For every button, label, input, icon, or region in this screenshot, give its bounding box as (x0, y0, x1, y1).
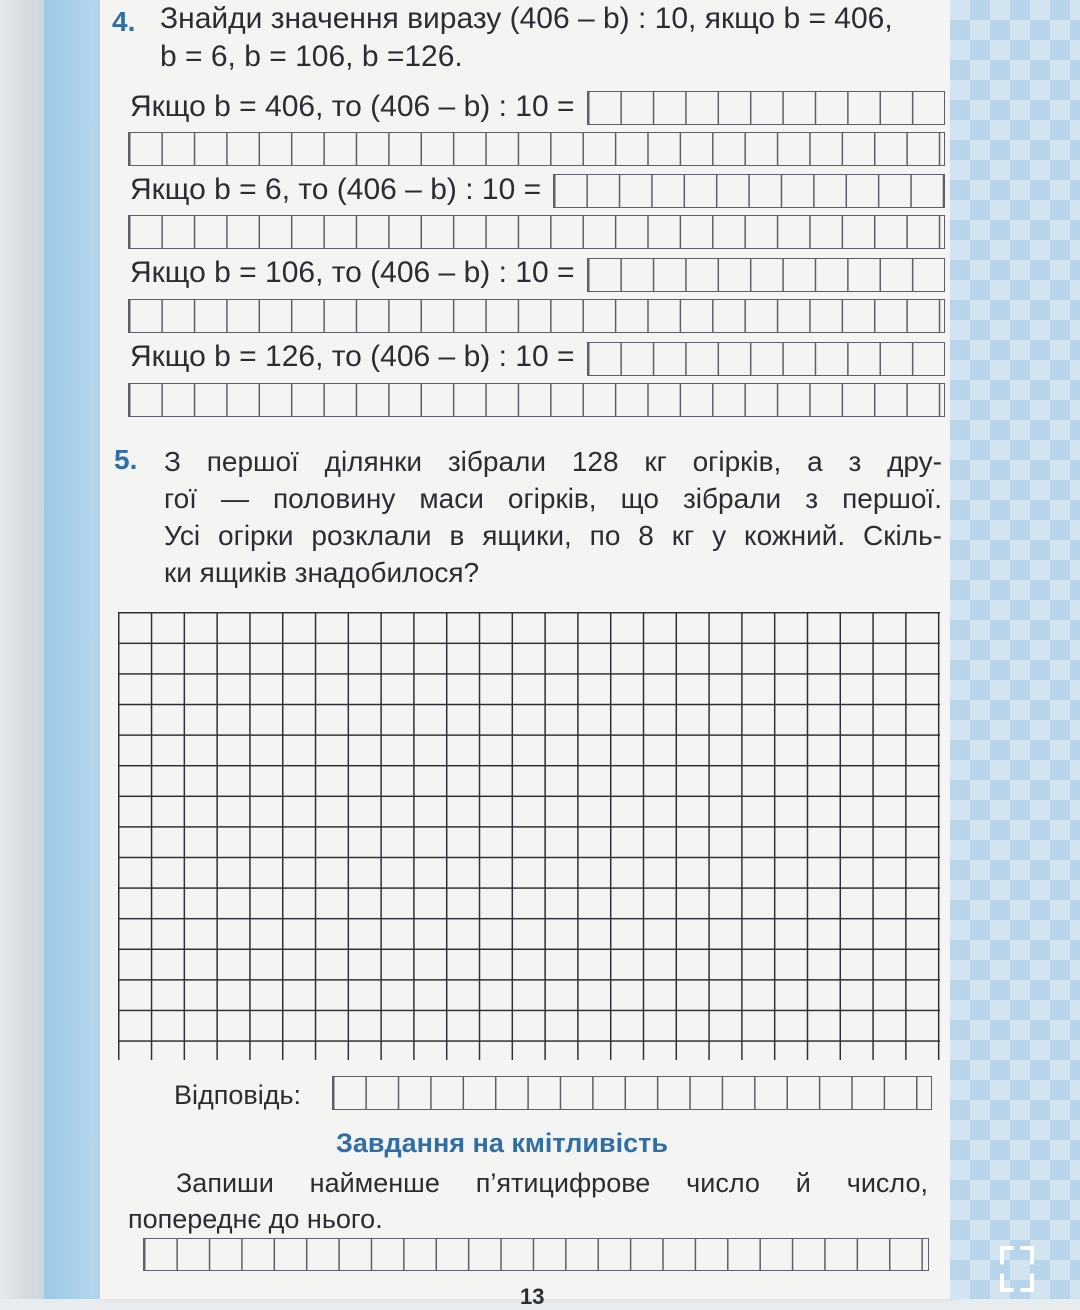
task-4-values: b = 6, b = 106, b =126. (160, 40, 463, 73)
task-5-line: ки ящиків знадобилося? (164, 557, 480, 588)
checker-decoration (950, 0, 1080, 1299)
answer-cells[interactable] (143, 1238, 929, 1271)
task-5-line: Усі огірки розклали в ящики, по 8 кг у кожний. Скіль- (164, 520, 942, 551)
task-5-line: З першої ділянки зібрали 128 кг огірків, а з дру- (164, 446, 942, 477)
squared-work-area[interactable] (118, 612, 940, 1060)
task-5-statement (164, 443, 942, 591)
answer-cells[interactable] (128, 383, 945, 417)
task-4-case-2: Якщо b = 6, то (406 – b) : 10 = (130, 173, 542, 206)
answer-cells[interactable] (128, 132, 945, 166)
task-5-line: гої — половину маси огірків, що зібрали з першої. (164, 483, 942, 514)
side-stripe (44, 0, 102, 1299)
answer-cells[interactable] (553, 174, 945, 208)
answer-cells[interactable] (332, 1076, 932, 1110)
answer-cells[interactable] (587, 258, 945, 292)
bonus-line-1: Запиши найменше п’ятицифрове число й число, (176, 1168, 928, 1198)
answer-cells[interactable] (128, 299, 945, 333)
task-4-number: 4. (112, 6, 136, 37)
task-4-case-4: Якщо b = 126, то (406 – b) : 10 = (130, 340, 575, 373)
answer-cells[interactable] (587, 91, 945, 125)
task-4-case-1: Якщо b = 406, то (406 – b) : 10 = (130, 90, 575, 123)
bonus-line-2: попереднє до нього. (128, 1204, 383, 1234)
task-4-case-3: Якщо b = 106, то (406 – b) : 10 = (130, 256, 575, 289)
task-4-statement: Знайди значення виразу (406 – b) : 10, якщо b = 406, (160, 2, 893, 35)
answer-cells[interactable] (587, 342, 945, 376)
task-5-number: 5. (114, 444, 138, 475)
book-spine (0, 0, 44, 1299)
bonus-heading: Завдання на кмітливість (336, 1128, 668, 1158)
page-number: 13 (520, 1284, 545, 1309)
answer-label: Відповідь: (174, 1080, 302, 1110)
answer-cells[interactable] (128, 215, 945, 249)
